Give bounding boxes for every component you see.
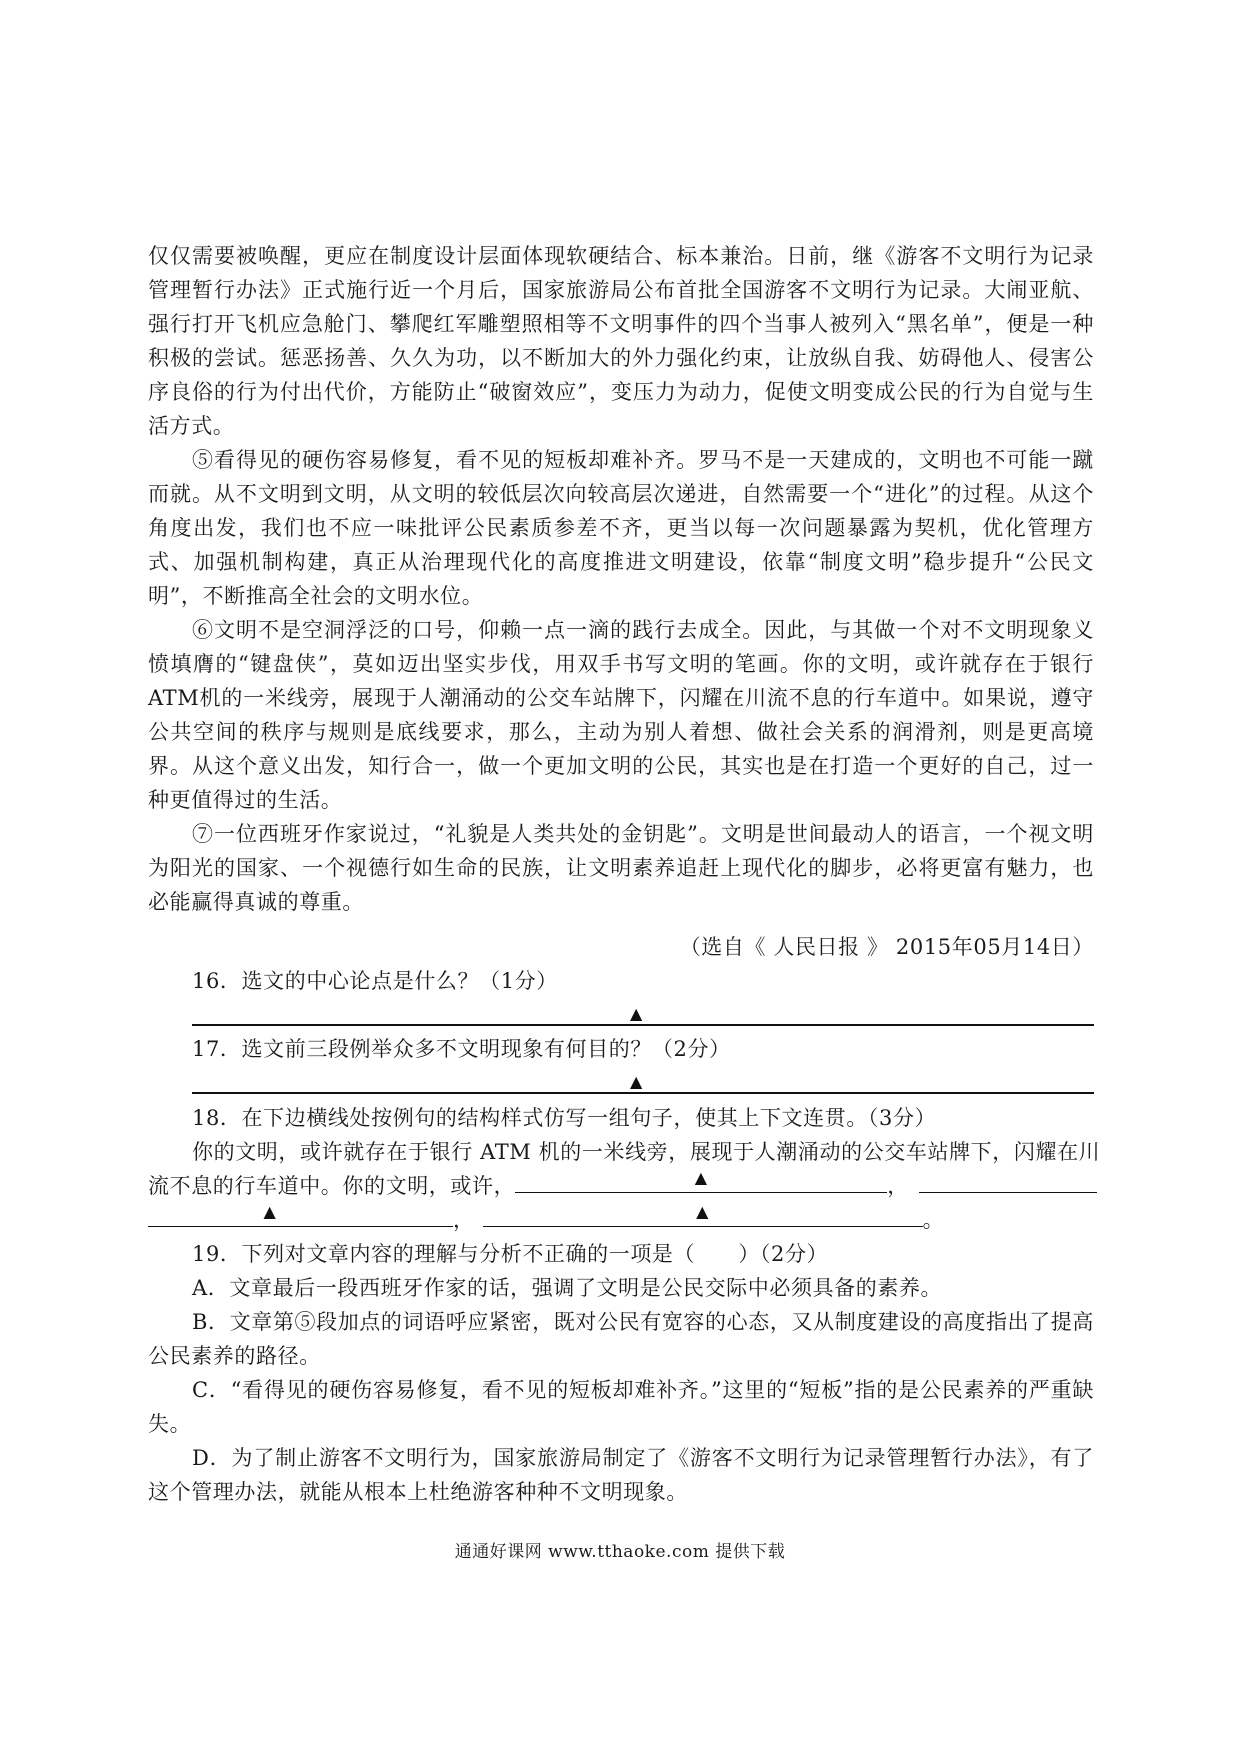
answer-line-16[interactable] — [192, 998, 1094, 1026]
rewrite-line-2 — [148, 1203, 944, 1237]
rewrite-line-1 — [148, 1169, 1097, 1203]
option-c[interactable]: C．“看得见的硬伤容易修复，看不见的短板却难补齐。”这里的“短板”指的是公民素养的严重缺失。 — [148, 1378, 1094, 1436]
rewrite-prefix: 流不息的行车道中。你的文明，或许， — [148, 1174, 516, 1198]
paragraph-5: ⑤看得见的硬伤容易修复，看不见的短板却难补齐。罗马不是一天建成的，文明也不可能一蹴而就。从不文明到文明，从文明的较低层次向较高层次递进，自然需要一个“进化”的过程。从这个角度出发，我们也不应一味批评公民素质参差不齐，更当以每一次问题暴露为契机，优化管理方式、加强机制构建，真正从治理现代化的高度推进文明建设，依靠“制度文明”稳步提升“公民文明”，不断推高全社会的文明水位。 — [148, 448, 1094, 608]
paragraph-6: ⑥文明不是空洞浮泛的口号，仰赖一点一滴的践行去成全。因此，与其做一个对不文明现象义愤填膺的“键盘侠”，莫如迈出坚实步伐，用双手书写文明的笔画。你的文明，或许就存在于银行ATM机的一米线旁，展现于人潮涌动的公交车站牌下，闪耀在川流不息的行车道中。如果说，遵守公共空间的秩序与规则是底线要求，那么，主动为别人着想、做社会关系的润滑剂，则是更高境界。从这个意义出发，知行合一，做一个更加文明的公民，其实也是在打造一个更好的自己，过一种更值得过的生活。 — [148, 618, 1094, 812]
answer-marker-icon: ▲ — [694, 1168, 708, 1187]
paragraph-7: ⑦一位西班牙作家说过，“礼貌是人类共处的金钥匙”。文明是世间最动人的语言，一个视文明为阳光的国家、一个视德行如生命的民族，让文明素养追赶上现代化的脚步，必将更富有魅力，也必能赢得真诚的尊重。 — [148, 822, 1094, 914]
comma: ， — [453, 1208, 475, 1232]
question-19: 19．下列对文章内容的理解与分析不正确的一项是（ ）（2分） — [192, 1242, 829, 1266]
question-16: 16．选文的中心论点是什么？（1分） — [192, 969, 558, 993]
example-sentence: 你的文明，或许就存在于银行 ATM 机的一米线旁，展现于人潮涌动的公交车站牌下，闪耀在川 — [192, 1140, 1101, 1164]
rewrite-blank-1[interactable] — [515, 1170, 887, 1193]
option-d[interactable]: D．为了制止游客不文明行为，国家旅游局制定了《游客不文明行为记录管理暂行办法》，有了这个管理办法，就能从根本上杜绝游客种种不文明现象。 — [148, 1446, 1094, 1504]
option-b[interactable]: B．文章第⑤段加点的词语呼应紧密，既对公民有宽容的心态，又从制度建设的高度指出了提高公民素养的路径。 — [148, 1310, 1094, 1368]
option-a[interactable]: A．文章最后一段西班牙作家的话，强调了文明是公民交际中必须具备的素养。 — [192, 1276, 943, 1300]
answer-marker-icon: ▲ — [696, 1202, 710, 1221]
rewrite-blank-2a[interactable] — [919, 1170, 1097, 1193]
answer-marker-icon: ▲ — [263, 1202, 277, 1221]
answer-marker-icon: ▲ — [630, 1004, 643, 1023]
comma: ， — [887, 1174, 909, 1198]
question-17: 17．选文前三段例举众多不文明现象有何目的？（2分） — [192, 1037, 731, 1061]
rewrite-blank-3[interactable] — [483, 1204, 923, 1227]
answer-line-17[interactable] — [192, 1066, 1094, 1094]
paragraph-4-continued: 仅仅需要被唤醒，更应在制度设计层面体现软硬结合、标本兼治。日前，继《游客不文明行为记录管理暂行办法》正式施行近一个月后，国家旅游局公布首批全国游客不文明行为记录。大闹亚航、强行打开飞机应急舱门、攀爬红军雕塑照相等不文明事件的四个当事人被列入“黑名单”，便是一种积极的尝试。惩恶扬善、久久为功，以不断加大的外力强化约束，让放纵自我、妨碍他人、侵害公序良俗的行为付出代价，方能防止“破窗效应”，变压力为动力，促使文明变成公民的行为自觉与生活方式。 — [148, 244, 1094, 438]
page-footer: 通通好课网 www.tthaoke.com 提供下载 — [454, 1542, 786, 1562]
rewrite-blank-2b[interactable] — [148, 1204, 453, 1227]
answer-marker-icon: ▲ — [630, 1072, 643, 1091]
period: 。 — [922, 1208, 945, 1232]
source-citation: （选自《 人民日报 》 2015年05月14日） — [679, 935, 1094, 959]
question-18: 18．在下边横线处按例句的结构样式仿写一组句子，使其上下文连贯。（3分） — [192, 1106, 937, 1130]
